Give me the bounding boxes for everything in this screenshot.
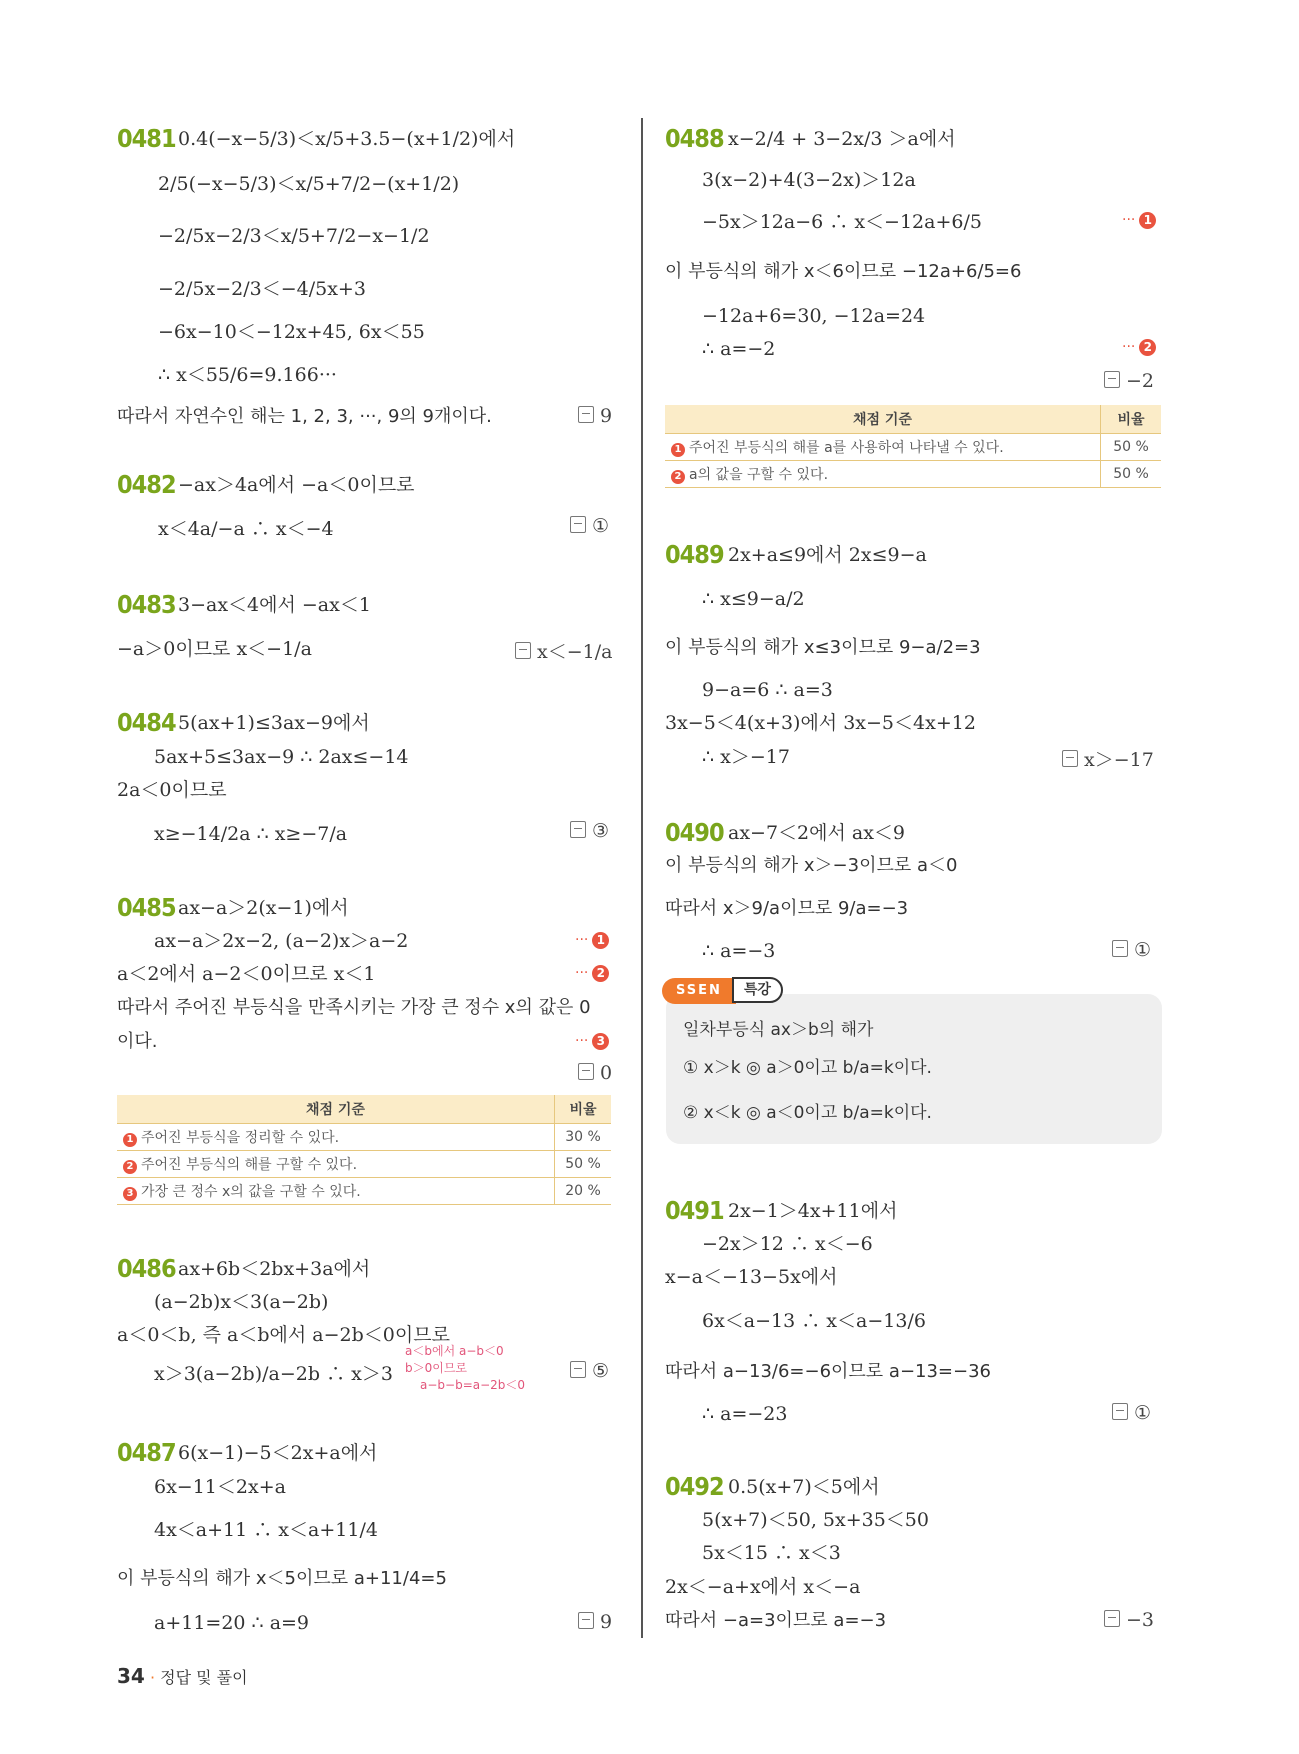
solution-line: x＜4a/−a ∴ x＜−4 xyxy=(158,518,334,540)
answer-icon xyxy=(1112,940,1128,957)
solution-line: 따라서 a−13/6=−6이므로 a−13=−36 xyxy=(665,1361,992,1382)
solution-line: ∴ a=−23 xyxy=(702,1403,788,1425)
answer: −2 xyxy=(1104,370,1154,392)
solution-line: 3−ax＜4에서 −ax＜1 xyxy=(178,594,371,616)
problem-number: 0487 xyxy=(117,1438,176,1467)
table-row: 2 주어진 부등식의 해를 구할 수 있다. 50 % xyxy=(117,1151,611,1178)
solution-line: 6x−11＜2x+a xyxy=(154,1476,286,1498)
answer: ⑤ xyxy=(570,1360,609,1382)
table-header: 비율 xyxy=(1101,405,1162,434)
answer: ③ xyxy=(570,820,609,842)
solution-line: ∴ x≤9−a/2 xyxy=(702,588,805,610)
answer-icon xyxy=(515,642,531,659)
tip-title: 일차부등식 ax＞b의 해가 xyxy=(683,1020,874,1040)
problem-number: 0483 xyxy=(117,590,176,619)
answer: −3 xyxy=(1104,1609,1154,1631)
solution-line: ax−7＜2에서 ax＜9 xyxy=(728,822,906,844)
solution-line: 5x＜15 ∴ x＜3 xyxy=(702,1542,841,1564)
problem-number: 0482 xyxy=(117,470,176,499)
answer: 9 xyxy=(578,1611,612,1633)
solution-line: −ax＞4a에서 −a＜0이므로 xyxy=(178,474,415,496)
column-divider xyxy=(641,118,643,1638)
solution-line: −a＞0이므로 x＜−1/a xyxy=(117,638,312,660)
solution-line: 4x＜a+11 ∴ x＜a+11/4 xyxy=(154,1519,378,1541)
footer-label: 정답 및 풀이 xyxy=(160,1668,248,1687)
table-header: 채점 기준 xyxy=(117,1095,555,1124)
problem-number: 0484 xyxy=(117,708,176,737)
solution-line: 따라서 x＞9/a이므로 9/a=−3 xyxy=(665,898,909,919)
answer: ① xyxy=(1112,939,1151,961)
answer: ① xyxy=(570,515,609,537)
table-row: 1 주어진 부등식을 정리할 수 있다. 30 % xyxy=(117,1124,611,1151)
solution-line: 이 부등식의 해가 x＞−3이므로 a＜0 xyxy=(665,855,958,876)
step-marker: ··· 3 xyxy=(575,1033,609,1050)
solution-line: (a−2b)x＜3(a−2b) xyxy=(154,1291,329,1313)
table-header: 비율 xyxy=(555,1095,612,1124)
answer: ① xyxy=(1112,1402,1151,1424)
solution-line: 2x−1＞4x+11에서 xyxy=(728,1200,898,1222)
solution-line: 2/5(−x−5/3)＜x/5+7/2−(x+1/2) xyxy=(158,173,460,195)
side-note: a＜b에서 a−b＜0 xyxy=(405,1344,504,1358)
solution-line: 6x＜a−13 ∴ x＜a−13/6 xyxy=(702,1310,926,1332)
tip-item: ② x＜k ◎ a＜0이고 b/a=k이다. xyxy=(683,1103,932,1123)
solution-line: a＜0＜b, 즉 a＜b에서 a−2b＜0이므로 xyxy=(117,1324,450,1346)
solution-line: 5(ax+1)≤3ax−9에서 xyxy=(178,712,370,734)
solution-line: 3(x−2)+4(3−2x)＞12a xyxy=(702,169,916,191)
solution-line: −2x＞12 ∴ x＜−6 xyxy=(702,1233,873,1255)
grading-table xyxy=(117,1095,611,1205)
solution-line: 5ax+5≤3ax−9 ∴ 2ax≤−14 xyxy=(154,746,409,768)
answer: x＜−1/a xyxy=(515,637,612,664)
grading-table xyxy=(665,405,1161,488)
solution-line: x−a＜−13−5x에서 xyxy=(665,1266,838,1288)
answer: 0 xyxy=(578,1062,612,1084)
side-note: b＞0이므로 xyxy=(405,1361,468,1375)
step-marker: ··· 1 xyxy=(1122,212,1156,229)
solution-line: 0.4(−x−5/3)＜x/5+3.5−(x+1/2)에서 xyxy=(178,128,516,150)
solution-line: ∴ x＞−17 xyxy=(702,746,790,768)
step-marker: ··· 2 xyxy=(1122,339,1156,356)
answer: 9 xyxy=(578,405,612,427)
problem-number: 0488 xyxy=(665,124,724,153)
solution-line: x≥−14/2a ∴ x≥−7/a xyxy=(154,823,348,845)
answer-icon xyxy=(578,1063,594,1080)
solution-line: 이 부등식의 해가 x＜6이므로 −12a+6/5=6 xyxy=(665,261,1022,282)
solution-line: ∴ a=−3 xyxy=(702,940,776,962)
page-footer: 34 · 정답 및 풀이 xyxy=(117,1664,248,1688)
solution-line: 0.5(x+7)＜5에서 xyxy=(728,1476,880,1498)
answer-icon xyxy=(1104,371,1120,388)
step-marker: ··· 1 xyxy=(575,932,609,949)
solution-line: 따라서 자연수인 해는 1, 2, 3, ···, 9의 9개이다. xyxy=(117,406,492,427)
answer-icon xyxy=(1112,1403,1128,1420)
solution-line: a＜2에서 a−2＜0이므로 x＜1 xyxy=(117,963,376,985)
problem-number: 0492 xyxy=(665,1472,724,1501)
solution-line: ∴ x＜55/6=9.166··· xyxy=(158,364,337,386)
solution-line: 2x+a≤9에서 2x≤9−a xyxy=(728,544,927,566)
solution-line: x＞3(a−2b)/a−2b ∴ x＞3 xyxy=(154,1363,393,1385)
table-row: 2 a의 값을 구할 수 있다. 50 % xyxy=(665,461,1161,488)
solution-line: 3x−5＜4(x+3)에서 3x−5＜4x+12 xyxy=(665,712,976,734)
table-row: 1 주어진 부등식의 해를 a를 사용하여 나타낼 수 있다. 50 % xyxy=(665,434,1161,461)
solution-line: 6(x−1)−5＜2x+a에서 xyxy=(178,1442,378,1464)
solution-line: ax+6b＜2bx+3a에서 xyxy=(178,1258,371,1280)
answer-icon xyxy=(1104,1610,1120,1627)
solution-line: 2a＜0이므로 xyxy=(117,779,227,801)
answer: x＞−17 xyxy=(1062,745,1154,772)
solution-line: ∴ a=−2 xyxy=(702,338,776,360)
solution-line: 따라서 주어진 부등식을 만족시키는 가장 큰 정수 x의 값은 0 xyxy=(117,997,591,1018)
answer-icon xyxy=(570,1361,586,1378)
answer-icon xyxy=(570,821,586,838)
solution-line: 2x＜−a+x에서 x＜−a xyxy=(665,1576,861,1598)
solution-line: a+11=20 ∴ a=9 xyxy=(154,1612,310,1634)
solution-line: x−2/4 + 3−2x/3 ＞a에서 xyxy=(728,128,956,150)
solution-line: 이다. xyxy=(117,1031,158,1052)
solution-line: −5x＞12a−6 ∴ x＜−12a+6/5 xyxy=(702,211,982,233)
answer-icon xyxy=(578,1612,594,1629)
solution-line: ax−a＞2(x−1)에서 xyxy=(178,897,349,919)
tip-badge: SSEN 특강 xyxy=(662,977,783,1005)
solution-line: 이 부등식의 해가 x＜5이므로 a+11/4=5 xyxy=(117,1568,447,1589)
problem-number: 0486 xyxy=(117,1254,176,1283)
table-header: 채점 기준 xyxy=(665,405,1101,434)
problem-number: 0481 xyxy=(117,124,176,153)
solution-line: 9−a=6 ∴ a=3 xyxy=(702,679,833,701)
solution-line: −12a+6=30, −12a=24 xyxy=(702,305,926,327)
solution-line: 5(x+7)＜50, 5x+35＜50 xyxy=(702,1509,929,1531)
page-number: 34 xyxy=(117,1664,145,1688)
solution-line: −6x−10＜−12x+45, 6x＜55 xyxy=(158,321,425,343)
solution-line: −2/5x−2/3＜−4/5x+3 xyxy=(158,278,366,300)
step-marker: ··· 2 xyxy=(575,965,609,982)
solution-line: 따라서 −a=3이므로 a=−3 xyxy=(665,1610,887,1631)
problem-number: 0491 xyxy=(665,1196,724,1225)
solution-line: ax−a＞2x−2, (a−2)x＞a−2 xyxy=(154,930,409,952)
answer-icon xyxy=(1062,750,1078,767)
tip-item: ① x＞k ◎ a＞0이고 b/a=k이다. xyxy=(683,1058,932,1078)
problem-number: 0490 xyxy=(665,818,724,847)
problem-number: 0489 xyxy=(665,540,724,569)
side-note: a−b−b=a−2b＜0 xyxy=(420,1378,526,1392)
table-row: 3 가장 큰 정수 x의 값을 구할 수 있다. 20 % xyxy=(117,1178,611,1205)
problem-number: 0485 xyxy=(117,893,176,922)
solution-line: −2/5x−2/3＜x/5+7/2−x−1/2 xyxy=(158,225,430,247)
answer-icon xyxy=(570,516,586,533)
solution-line: 이 부등식의 해가 x≤3이므로 9−a/2=3 xyxy=(665,637,981,658)
answer-icon xyxy=(578,406,594,423)
